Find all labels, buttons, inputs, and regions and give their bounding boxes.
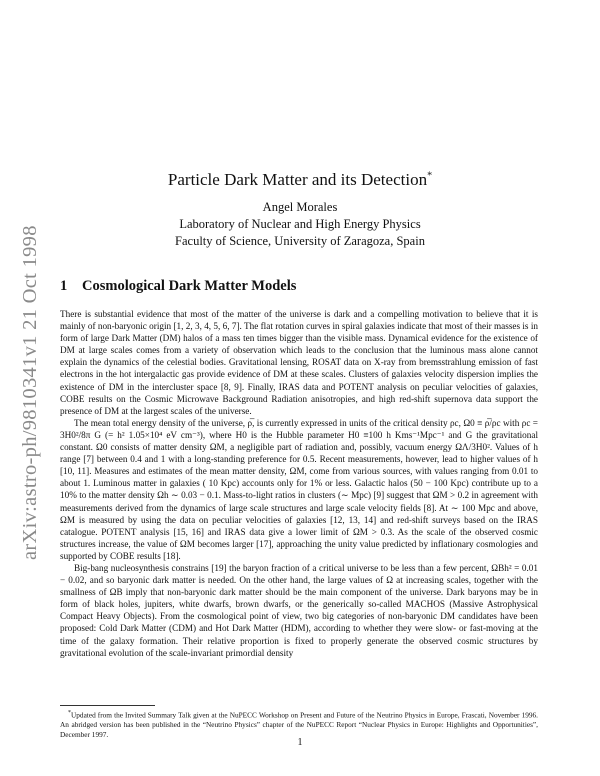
paragraph: The mean total energy density of the universe, ρ̅, is currently expressed in units of the critical density ρc, Ω0 ≡ ρ̅/ρc with ρc = 3H0²/8π G (= h² 1.05×10⁴ eV cm⁻³), where H0 is the Hubble parameter H0 ≡100 h Kms⁻¹Mpc⁻¹ and G the gravitational constant. Ω0 consists of matter density ΩM, a negligible part of radiation and, possibly, vacuum energy ΩΛ/3H0². Values of h range [7] between 0.4 and 1 with a long-standing preference for 0.5. Recent measurements, however, lead to higher values of h [10, 11]. Measures and estimates of the mean matter density, ΩM, come from various sources, with values ranging from 0.01 to about 1. Luminous matter in galaxies ( 10 Kpc) accounts only for 1% or less. Galactic halos (50 − 100 Kpc) contribute up to a 10% to the matter density Ωh ∼ 0.03 − 0.1. Mass-to-light ratios in clusters (∼ Mpc) [9] suggest that ΩM > 0.2 in agreement with measurements derived from the dynamics of large scale structures and large scale velocity fields [8]. At ∼ 100 Mpc and above, ΩM is measured by using the data on peculiar velocities of galaxies [12, 13, 14] and red-shift surveys based on the IRAS catalogue. POTENT analysis [15, 16] and IRAS data give a lower limit of ΩM > 0.3. As the scale of the observed cosmic structures increase, the value of ΩM becomes larger [17], approaching the unity value predicted by inflationary cosmologies and supported by COBE results [18]. <box>60 417 538 561</box>
page-number: 1 <box>297 737 303 748</box>
footnote-mark: * <box>68 710 71 716</box>
section-number: 1 <box>60 278 68 294</box>
footnote-rule <box>60 705 155 706</box>
author-affiliation-lab: Laboratory of Nuclear and High Energy Physics <box>179 217 421 231</box>
arxiv-identifier: arXiv:astro-ph/9810341v1 21 Oct 1998 <box>19 225 41 560</box>
paragraph: There is substantial evidence that most of the matter of the universe is dark and a compelling motivation to believe that it is mainly of non-baryonic origin [1, 2, 3, 4, 5, 6, 7]. The flat rotation curves in spiral galaxies indicate that most of their masses is in form of large Dark Matter (DM) halos of a mass ten times bigger than the visible mass. Dynamical evidence for the existence of DM at large scales comes from a variety of observation which leads to the conclusion that the luminous mass alone cannot explain the dynamics of the celestial bodies. Gravitational lensing, ROSAT data on X-ray from bremsstrahlung emission of fast electrons in the hot intergalactic gas provide evidence of DM at these scales. Clusters of galaxies velocity dispersion implies the existence of DM in the intercluster space [8, 9]. Finally, IRAS data and POTENT analysis on peculiar velocities of galaxies, COBE results on the Cosmic Microwave Background Radiation anisotropies, and high red-shift supernova data support the presence of DM at the largest scales of the universe. <box>60 309 538 416</box>
paper-title-text: Particle Dark Matter and its Detection <box>167 170 428 189</box>
author-name: Angel Morales <box>262 200 338 214</box>
author-affiliation-faculty: Faculty of Science, University of Zaragoza, Spain <box>175 234 425 248</box>
section-title: Cosmological Dark Matter Models <box>82 278 297 294</box>
paragraph: Big-bang nucleosynthesis constrains [19] the baryon fraction of a critical universe to be less than a few percent, ΩBh² = 0.01 − 0.02, and so baryonic dark matter is needed. On the other hand, the large values of Ω at increasing scales, together with the smallness of ΩB imply that non-baryonic dark matter should be the main component of the universe. Dark baryons may be in form of black holes, jupiters, white dwarfs, brown dwarfs, or the generically so-called MACHOS (Massive Astrophysical Compact Heavy Objects). From the cosmological point of view, two big categories of non-baryonic DM candidates have been proposed: Cold Dark Matter (CDM) and Hot Dark Matter (HDM), according to whether they were slow- or fast-moving at the time of the galaxy formation. Their relative proportion is fixed to properly generate the observed cosmic structures by gravitational evolution of the scale-invariant primordial density <box>60 562 538 658</box>
footnote-text: Updated from the Invited Summary Talk given at the NuPECC Workshop on Present and Future of the Neutrino Physics in Europe, Frascati, November 1996. An abridged version has been published in the “Neutrino Physics” chapter of the NuPECC Report “Nuclear Physics in Europe: Highlights and Opportunities”, December 1997. <box>60 710 538 740</box>
footnote <box>60 708 538 740</box>
section-heading <box>60 278 296 295</box>
body-text <box>60 308 538 659</box>
title-footnote-mark: * <box>427 170 433 182</box>
paper-title <box>80 170 520 190</box>
